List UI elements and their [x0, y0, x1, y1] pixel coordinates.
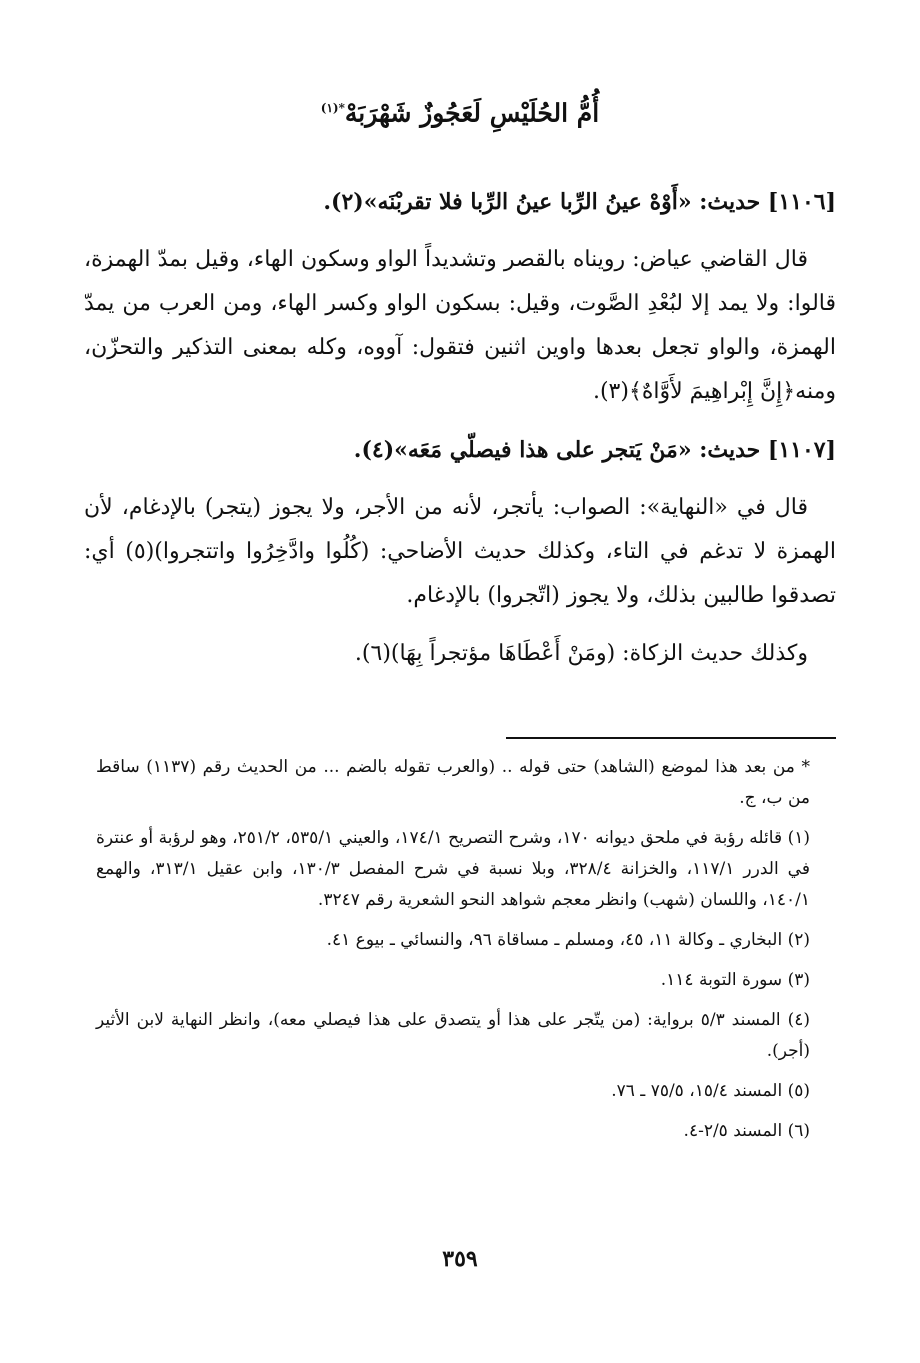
- footnote-separator: [506, 737, 836, 739]
- footnote-1: (١) قائله رؤبة في ملحق ديوانه ١٧٠، وشرح التصريح ١٧٤/١، والعيني ٥٣٥/١، ٢٥١/٢، وهو لرؤبة أو عنترة في الدرر ١١٧/١، والخزانة ٣٢٨/٤، وبلا نسبة في شرح المفصل ١٣٠/٣، وابن عقيل ٣١٣/١، والهمع ١٤٠/١، واللسان (شهب) وانظر معجم شواهد النحو الشعرية رقم ٣٢٤٧.: [96, 828, 810, 910]
- poetry-verse: [0, 88, 920, 133]
- commentary-paragraph-1: قال القاضي عياض: رويناه بالقصر وتشديداً الواو وسكون الهاء، وقيل بمدّ الهمزة، قالوا: ولا يمد إلا لبُعْدِ الصَّوت، وقيل: بسكون الواو وكسر الهاء، ومن العرب من يمدّ الهمزة، والواو تجعل بعدها واوين اثنين فتقول: آووه، وكله بمعنى التذكير والتحزّن، ومنه﴿إِنَّ إِبْراهِيمَ لأَوَّاهٌ﴾(٣).: [84, 247, 836, 404]
- hadith-1107: [١١٠٧] حديث: «مَنْ يَتجر على هذا فيصلّي مَعَه»(٤).: [353, 437, 836, 463]
- commentary-paragraph-3: وكذلك حديث الزكاة: (ومَنْ أَعْطَاهَا مؤتجراً بِهَا)(٦).: [354, 641, 808, 666]
- main-text: [84, 180, 836, 676]
- page-number: ٣٥٩: [442, 1246, 478, 1272]
- footnote-6: (٦) المسند ٢/٥-٤.: [683, 1121, 810, 1141]
- footnotes: [96, 752, 810, 1156]
- footnote-5: (٥) المسند ١٥/٤، ٧٥/٥ ـ ٧٦.: [611, 1081, 810, 1101]
- footnote-4: (٤) المسند ٥/٣ برواية: (من يتّجر على هذا أو يتصدق على هذا فيصلي معه)، وانظر النهاية لابن الأثير (أجر).: [96, 1010, 810, 1061]
- footnote-3: (٣) سورة التوبة ١١٤.: [660, 970, 810, 990]
- footnote-2: (٢) البخاري ـ وكالة ١١، ٤٥، ومسلم ـ مساقاة ٩٦، والنسائي ـ بيوع ٤١.: [326, 930, 810, 950]
- verse-text: أُمُّ الحُلَيْسِ لَعَجُوزٌ شَهْرَبَهْ: [344, 98, 600, 128]
- hadith-1106: [١١٠٦] حديث: «أَوْهْ عينُ الرِّبا عينُ الرِّبا فلا تقربْنَه»(٢).: [323, 189, 836, 215]
- commentary-paragraph-2: قال في «النهاية»: الصواب: يأتجر، لأنه من الأجر، ولا يجوز (يتجر) بالإدغام، لأن الهمزة لا تدغم في التاء، وكذلك حديث الأضاحي: (كُلُوا وادَّخِرُوا واتتجروا)(٥) أي: تصدقوا طالبين بذلك، ولا يجوز (اتّجروا) بالإدغام.: [84, 495, 836, 608]
- footnote-star: * من بعد هذا لموضع (الشاهد) حتى قوله .. (والعرب تقوله بالضم ... من الحديث رقم (١١٣٧) ساقط من ب، ج.: [96, 757, 810, 808]
- verse-footnote-marker: *(١): [320, 101, 345, 115]
